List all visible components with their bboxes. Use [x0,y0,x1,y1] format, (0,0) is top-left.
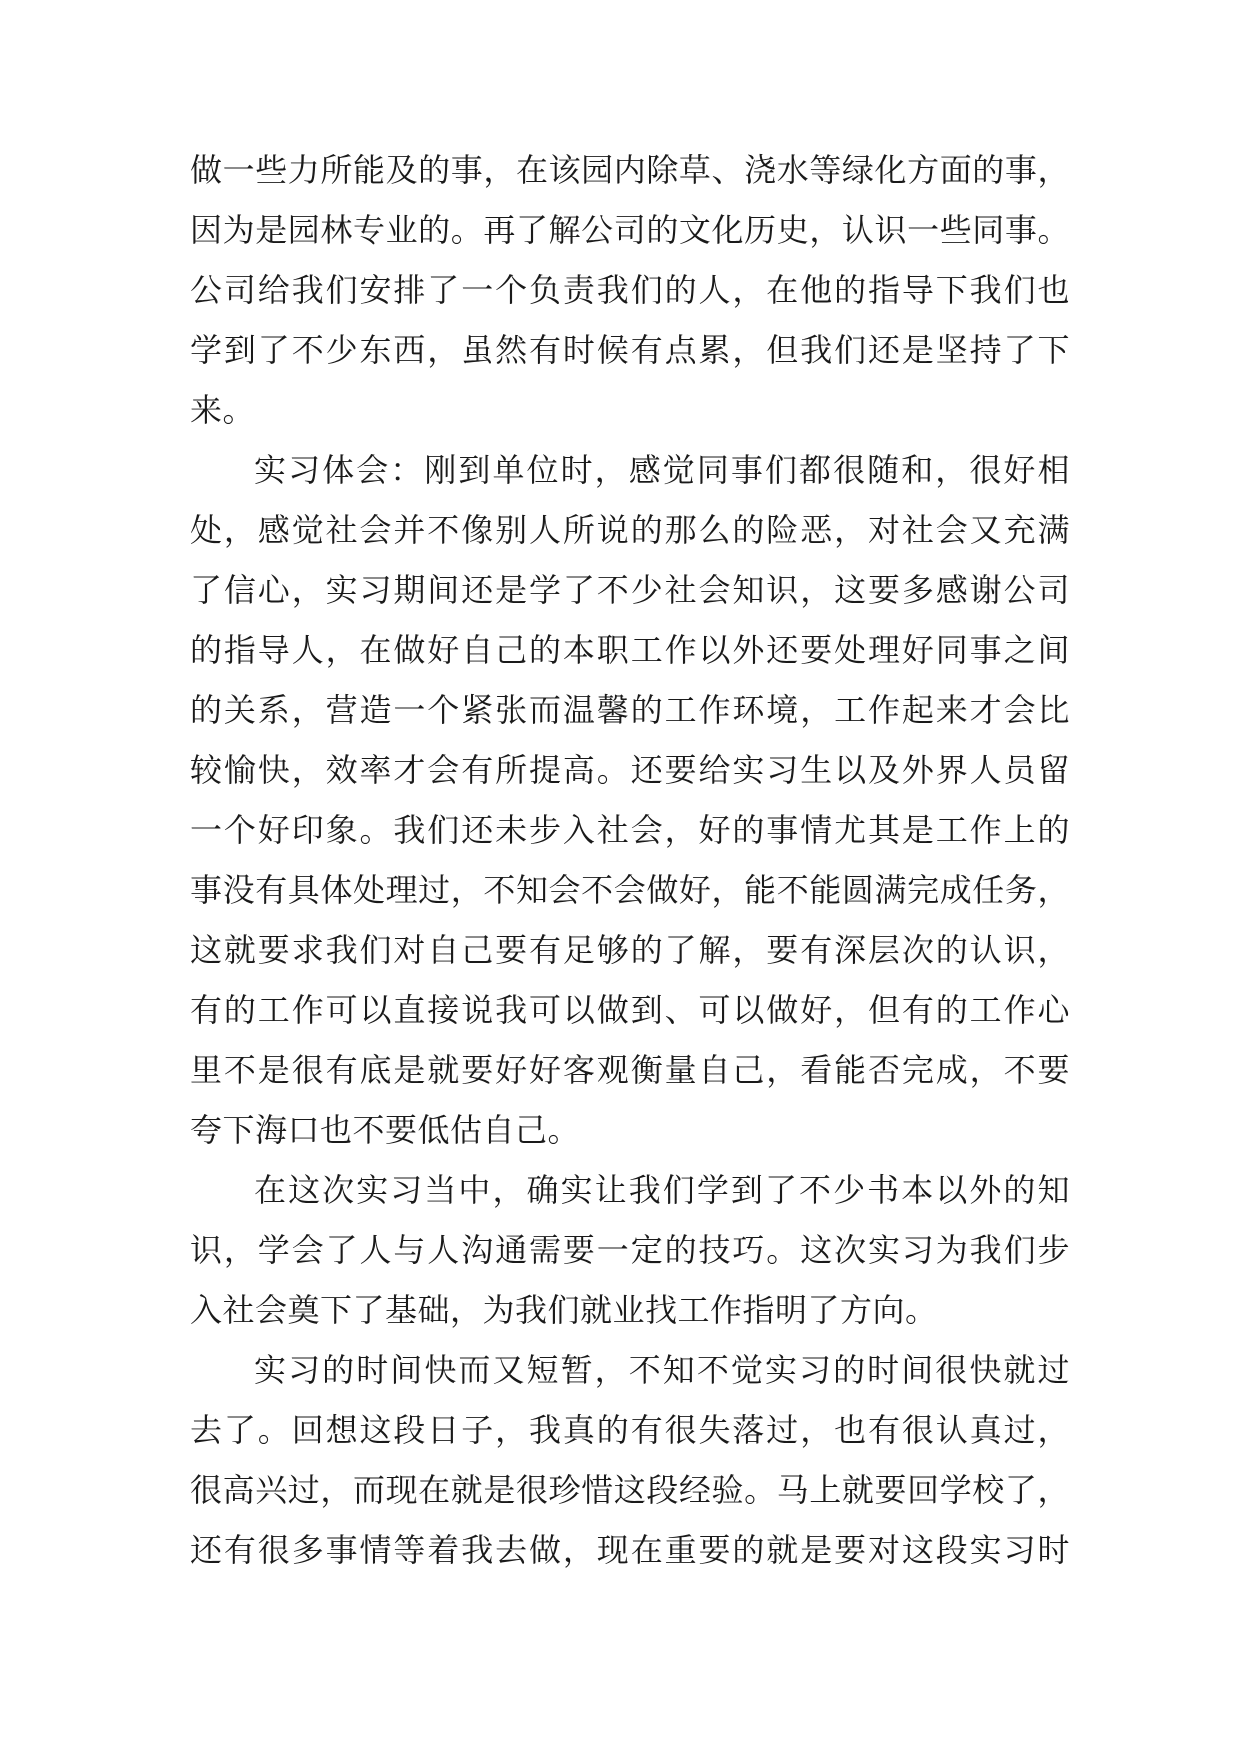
paragraph-line: 来。 [190,391,256,429]
paragraph-line: 去了。回想这段日子，我真的有很失落过，也有很认真过， [190,1411,1070,1449]
paragraph-line: 入社会奠下了基础，为我们就业找工作指明了方向。 [190,1291,938,1329]
paragraph-line: 因为是园林专业的。再了解公司的文化历史，认识一些同事。 [190,211,1070,249]
paragraph-line: 里不是很有底是就要好好客观衡量自己，看能否完成，不要 [190,1051,1070,1089]
paragraph-line: 的关系，营造一个紧张而温馨的工作环境，工作起来才会比 [190,691,1070,729]
document-body [190,140,1070,1580]
paragraph-line: 有的工作可以直接说我可以做到、可以做好，但有的工作心 [190,991,1070,1029]
paragraph-line: 很高兴过，而现在就是很珍惜这段经验。马上就要回学校了， [190,1471,1070,1509]
paragraph-line: 在这次实习当中，确实让我们学到了不少书本以外的知 [254,1171,1070,1209]
paragraph-line: 处，感觉社会并不像别人所说的那么的险恶，对社会又充满 [190,511,1070,549]
paragraph-line: 一个好印象。我们还未步入社会，好的事情尤其是工作上的 [190,811,1070,849]
paragraph-line: 学到了不少东西，虽然有时候有点累，但我们还是坚持了下 [190,331,1070,369]
paragraph-line: 做一些力所能及的事，在该园内除草、浇水等绿化方面的事， [190,151,1070,189]
paragraph-line: 事没有具体处理过，不知会不会做好，能不能圆满完成任务， [190,871,1070,909]
paragraph-line: 的指导人，在做好自己的本职工作以外还要处理好同事之间 [190,631,1070,669]
paragraph-line: 实习的时间快而又短暂，不知不觉实习的时间很快就过 [254,1351,1070,1389]
paragraph-line: 较愉快，效率才会有所提高。还要给实习生以及外界人员留 [190,751,1070,789]
paragraph-line: 这就要求我们对自己要有足够的了解，要有深层次的认识， [190,931,1070,969]
paragraph-line: 夸下海口也不要低估自己。 [190,1111,581,1149]
paragraph-line: 公司给我们安排了一个负责我们的人，在他的指导下我们也 [190,271,1070,309]
paragraph-line: 识，学会了人与人沟通需要一定的技巧。这次实习为我们步 [190,1231,1070,1269]
paragraph-line: 实习体会：刚到单位时，感觉同事们都很随和，很好相 [254,451,1070,489]
paragraph-line: 了信心，实习期间还是学了不少社会知识，这要多感谢公司 [190,571,1070,609]
paragraph-line: 还有很多事情等着我去做，现在重要的就是要对这段实习时 [190,1531,1070,1569]
